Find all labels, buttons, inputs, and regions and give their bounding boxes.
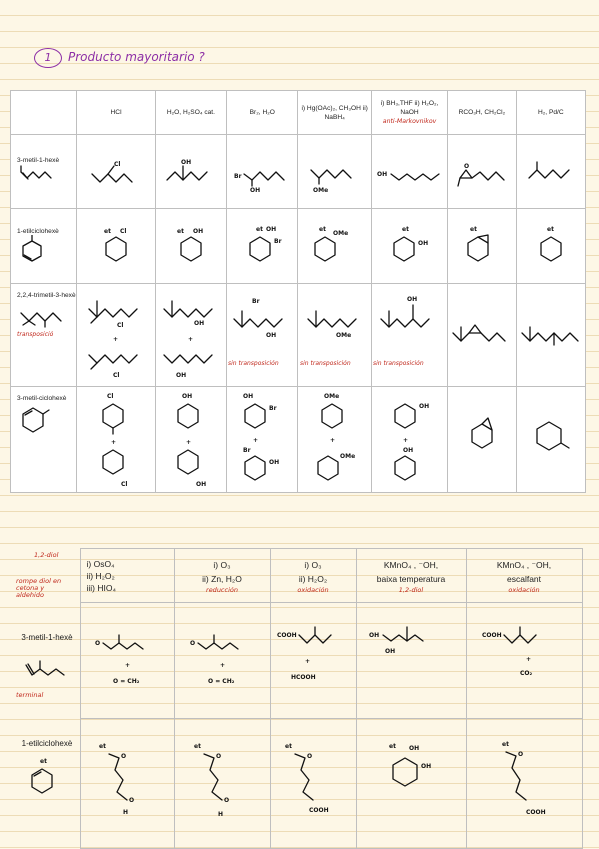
table-row bbox=[11, 209, 586, 284]
product-structure bbox=[365, 621, 457, 701]
br-label: Br bbox=[234, 172, 242, 180]
product-structure bbox=[87, 621, 167, 701]
header-row bbox=[80, 549, 582, 603]
product-structure bbox=[273, 621, 353, 701]
br-label: Br bbox=[274, 238, 282, 245]
kmno4-diol-note: 1,2-diol bbox=[398, 585, 424, 594]
oh-label: OH bbox=[385, 647, 396, 655]
product-cell bbox=[516, 135, 585, 209]
diol-note: 1,2-diol bbox=[34, 551, 59, 559]
row-label: 3-metil-1-hexè bbox=[17, 157, 60, 164]
transposition-note: transposició bbox=[17, 331, 54, 338]
carbonyl-o: O bbox=[129, 796, 135, 804]
oh-label: OH bbox=[181, 392, 193, 400]
ome-label: OMe bbox=[332, 230, 348, 237]
product-cell bbox=[516, 284, 585, 387]
product-structure bbox=[86, 152, 146, 192]
reactant-structure bbox=[22, 755, 62, 803]
et-label: et bbox=[389, 742, 396, 750]
header-ozonolysis-oxidative bbox=[270, 549, 356, 603]
carbonyl-o: O bbox=[307, 752, 313, 760]
header-br2-h2o: Br₂, H₂O bbox=[227, 91, 298, 135]
product-cell bbox=[448, 135, 516, 209]
row-label-cell bbox=[11, 209, 77, 284]
cooh-label: COOH bbox=[526, 808, 546, 816]
plus-sign: + bbox=[125, 661, 131, 669]
sin-transposicion-note: sin transposición bbox=[372, 360, 424, 367]
product-cell bbox=[371, 209, 447, 284]
product-structure bbox=[380, 221, 440, 271]
cl-label: Cl bbox=[107, 392, 114, 400]
header-ozonolysis-reductive bbox=[174, 549, 270, 603]
oh-label: OH bbox=[266, 226, 277, 233]
table-row bbox=[11, 387, 586, 493]
product-cell bbox=[356, 719, 466, 849]
carbonyl-o: O bbox=[216, 752, 222, 760]
table-row bbox=[80, 719, 582, 849]
product-cell bbox=[77, 135, 155, 209]
product-cell bbox=[448, 209, 516, 284]
ome-label: OMe bbox=[339, 452, 355, 460]
product-structure bbox=[375, 152, 445, 192]
reactant-structure bbox=[17, 402, 51, 434]
oso4-step1: i) OsO₄ bbox=[86, 558, 115, 569]
product-structure bbox=[300, 289, 370, 381]
product-cell bbox=[356, 603, 466, 719]
product-structure bbox=[476, 734, 572, 834]
row-label-cell bbox=[11, 135, 77, 209]
header-peracid: RCO₃H, CH₂Cl₂ bbox=[448, 91, 516, 135]
product-cell bbox=[77, 284, 155, 387]
table-row bbox=[11, 135, 586, 209]
plus-sign: + bbox=[220, 661, 226, 669]
product-cell bbox=[371, 387, 447, 493]
header-row bbox=[11, 91, 586, 135]
product-cell bbox=[466, 719, 582, 849]
product-cell bbox=[298, 209, 371, 284]
oh-label: OH bbox=[266, 332, 277, 339]
product-structure bbox=[232, 221, 292, 271]
plus-sign: + bbox=[402, 436, 408, 444]
product-structure bbox=[521, 410, 581, 470]
reactant-structure bbox=[17, 164, 57, 184]
o3-step2: ii) Zn, H₂O bbox=[202, 573, 242, 584]
product-cell bbox=[516, 209, 585, 284]
plus-sign: + bbox=[526, 655, 532, 663]
product-cell bbox=[466, 603, 582, 719]
carbonyl-o: O bbox=[121, 752, 127, 760]
product-structure bbox=[158, 289, 224, 381]
et-label: et bbox=[502, 740, 509, 748]
product-structure bbox=[182, 621, 262, 701]
plus-sign: + bbox=[113, 336, 119, 343]
row-label-cell bbox=[11, 284, 77, 387]
o3-ox-step2: ii) H₂O₂ bbox=[298, 573, 328, 584]
product-cell bbox=[155, 387, 226, 493]
reactant-structure bbox=[17, 299, 67, 329]
product-cell bbox=[371, 284, 447, 387]
oh-label: OH bbox=[243, 392, 254, 400]
product-structure bbox=[182, 736, 262, 832]
row-label: 2,2,4-trimetil-3-hexè bbox=[17, 292, 76, 299]
product-cell bbox=[80, 603, 174, 719]
product-structure bbox=[83, 289, 149, 381]
product-structure bbox=[83, 390, 149, 490]
oh-label: OH bbox=[421, 762, 432, 770]
plus-sign: + bbox=[253, 436, 259, 444]
product-cell bbox=[298, 284, 371, 387]
formaldehyde: O = CH₂ bbox=[113, 677, 140, 685]
kmno4-hot-line2: escalfant bbox=[506, 573, 542, 584]
oh-label: OH bbox=[175, 372, 187, 379]
et-label: et bbox=[401, 226, 409, 233]
product-structure bbox=[273, 736, 353, 832]
oh-label: OH bbox=[409, 744, 420, 752]
cl-label: Cl bbox=[121, 480, 128, 488]
et-label: et bbox=[40, 757, 47, 765]
sin-transposicion-note: sin transposición bbox=[228, 360, 279, 367]
product-cell bbox=[80, 719, 174, 849]
product-cell bbox=[174, 603, 270, 719]
product-cell bbox=[174, 719, 270, 849]
product-structure bbox=[521, 221, 581, 271]
et-label: et bbox=[469, 226, 477, 233]
header-oso4 bbox=[80, 549, 174, 603]
oh-label: OH bbox=[269, 458, 280, 466]
section-title: Producto mayoritario ? bbox=[68, 50, 205, 64]
product-structure bbox=[86, 221, 146, 271]
oxidation-note: oxidación bbox=[297, 585, 329, 594]
product-cell bbox=[155, 135, 226, 209]
terminal-note: terminal bbox=[16, 691, 44, 699]
o3-ox-step1: i) O₃ bbox=[304, 559, 322, 570]
product-cell bbox=[298, 387, 371, 493]
product-structure bbox=[161, 221, 221, 271]
product-structure bbox=[87, 736, 167, 832]
product-structure bbox=[449, 305, 515, 365]
table-row bbox=[11, 284, 586, 387]
anti-markovnikov-note: anti-Markovnikov bbox=[382, 118, 437, 125]
rompe-diol-note: rompe diol en cetona y aldehido bbox=[16, 577, 62, 599]
product-cell bbox=[448, 284, 516, 387]
row-label: 3-metil-ciclohexè bbox=[17, 395, 67, 402]
et-label: et bbox=[176, 228, 184, 235]
cooh-label: COOH bbox=[309, 806, 329, 814]
br-label: Br bbox=[243, 446, 251, 454]
oh-label: OH bbox=[402, 446, 413, 454]
product-cell bbox=[155, 284, 226, 387]
product-cell bbox=[270, 603, 356, 719]
product-structure bbox=[476, 621, 572, 701]
oh-label: OH bbox=[406, 296, 417, 303]
et-label: et bbox=[104, 228, 111, 235]
row-label: 1-etilciclohexè bbox=[17, 227, 59, 235]
cl-label: Cl bbox=[113, 372, 120, 379]
oh-label: OH bbox=[250, 186, 261, 192]
cooh-label: COOH bbox=[482, 631, 502, 639]
oh-label: OH bbox=[192, 228, 204, 235]
co2-label: CO₂ bbox=[520, 669, 533, 677]
plus-sign: + bbox=[185, 438, 191, 446]
cl-label: Cl bbox=[120, 228, 127, 235]
oso4-step2: ii) H₂O₂ bbox=[86, 570, 115, 581]
section-number: 1 bbox=[34, 48, 62, 68]
oh-label: OH bbox=[417, 240, 428, 247]
kmno4-hot-line1: KMnO₄ , ⁻OH, bbox=[496, 559, 552, 570]
cl-label: Cl bbox=[114, 160, 121, 168]
product-structure bbox=[375, 390, 445, 490]
product-cell bbox=[77, 387, 155, 493]
product-cell bbox=[270, 719, 356, 849]
kmno4-oxidation-note: oxidación bbox=[508, 585, 540, 594]
br-label: Br bbox=[252, 298, 260, 305]
aldehyde-h: H bbox=[218, 810, 224, 818]
aldehyde-h: H bbox=[123, 808, 129, 816]
row-label-cell bbox=[11, 387, 77, 493]
product-structure bbox=[373, 289, 447, 381]
product-cell bbox=[77, 209, 155, 284]
kmno4-cold-line2: baixa temperatura bbox=[376, 573, 446, 584]
product-structure bbox=[161, 152, 221, 192]
oh-label: OH bbox=[369, 631, 380, 639]
product-cell bbox=[227, 135, 298, 209]
ome-label: OMe bbox=[312, 186, 328, 194]
oso4-step3: iii) HIO₄ bbox=[86, 582, 116, 593]
epoxide-o: O bbox=[463, 162, 470, 170]
product-cell bbox=[298, 135, 371, 209]
header-hcl: HCl bbox=[77, 91, 155, 135]
header-hydroboration-text: i) BH₃,THF ii) H₂O₂, NaOH bbox=[380, 100, 439, 116]
carbonyl-o: O bbox=[224, 796, 230, 804]
plus-sign: + bbox=[111, 438, 117, 446]
header-kmno4-cold bbox=[356, 549, 466, 603]
sin-transposicion-note: sin transposición bbox=[299, 360, 351, 367]
header-h2o-h2so4: H₂O, H₂SO₄ cat. bbox=[155, 91, 226, 135]
carbonyl-o: O bbox=[518, 750, 524, 758]
et-label: et bbox=[285, 742, 292, 750]
formaldehyde: O = CH₂ bbox=[208, 677, 235, 685]
reactant-structure bbox=[20, 657, 72, 687]
product-cell bbox=[227, 284, 298, 387]
header-h2-pdc: H₂, Pd/C bbox=[516, 91, 585, 135]
product-cell bbox=[516, 387, 585, 493]
header-hydroboration bbox=[371, 91, 447, 135]
product-structure bbox=[452, 152, 512, 192]
product-cell bbox=[227, 387, 298, 493]
oh-label: OH bbox=[195, 480, 207, 488]
product-cell bbox=[155, 209, 226, 284]
oh-label: OH bbox=[193, 320, 205, 327]
et-label: et bbox=[318, 226, 326, 233]
br-label: Br bbox=[269, 404, 277, 412]
product-structure bbox=[518, 305, 584, 365]
reactions-table-1 bbox=[10, 90, 586, 493]
kmno4-cold-line1: KMnO₄ , ⁻OH, bbox=[383, 559, 439, 570]
row-label: 3-metil-1-hexè bbox=[21, 632, 73, 642]
product-structure bbox=[452, 221, 512, 271]
product-structure bbox=[302, 390, 368, 490]
plus-sign: + bbox=[329, 436, 335, 444]
row-label: 1-etilciclohexè bbox=[21, 738, 73, 748]
et-label: et bbox=[194, 742, 201, 750]
header-oxymercuration: i) Hg(OAc)₂, CH₃OH ii) NaBH₄ bbox=[298, 91, 371, 135]
ome-label: OMe bbox=[323, 392, 339, 400]
reduction-note: reducción bbox=[206, 585, 238, 594]
carbonyl-o: O bbox=[95, 639, 101, 647]
product-structure bbox=[452, 410, 512, 470]
header-empty bbox=[11, 91, 77, 135]
product-cell bbox=[448, 387, 516, 493]
oh-label: OH bbox=[180, 158, 192, 166]
formic-acid: HCOOH bbox=[291, 673, 316, 681]
product-structure bbox=[228, 289, 296, 381]
product-structure bbox=[521, 152, 581, 192]
product-structure bbox=[232, 152, 292, 192]
reactant-structure bbox=[17, 235, 47, 263]
product-structure bbox=[158, 390, 224, 490]
product-structure bbox=[229, 390, 295, 490]
plus-sign: + bbox=[305, 657, 311, 665]
table-row bbox=[80, 603, 582, 719]
cooh-label: COOH bbox=[277, 631, 297, 639]
carbonyl-o: O bbox=[190, 639, 196, 647]
et-label: et bbox=[99, 742, 106, 750]
product-structure bbox=[365, 736, 457, 832]
product-structure bbox=[305, 150, 365, 194]
et-label: et bbox=[256, 226, 264, 233]
oh-label: OH bbox=[418, 402, 429, 410]
product-cell bbox=[371, 135, 447, 209]
ome-label: OMe bbox=[335, 332, 351, 339]
product-cell bbox=[227, 209, 298, 284]
product-structure bbox=[305, 221, 365, 271]
cl-label: Cl bbox=[117, 322, 124, 329]
o3-step1: i) O₃ bbox=[213, 559, 231, 570]
plus-sign: + bbox=[187, 336, 193, 343]
oh-label: OH bbox=[376, 170, 387, 178]
header-kmno4-hot bbox=[466, 549, 582, 603]
et-label: et bbox=[546, 226, 554, 233]
